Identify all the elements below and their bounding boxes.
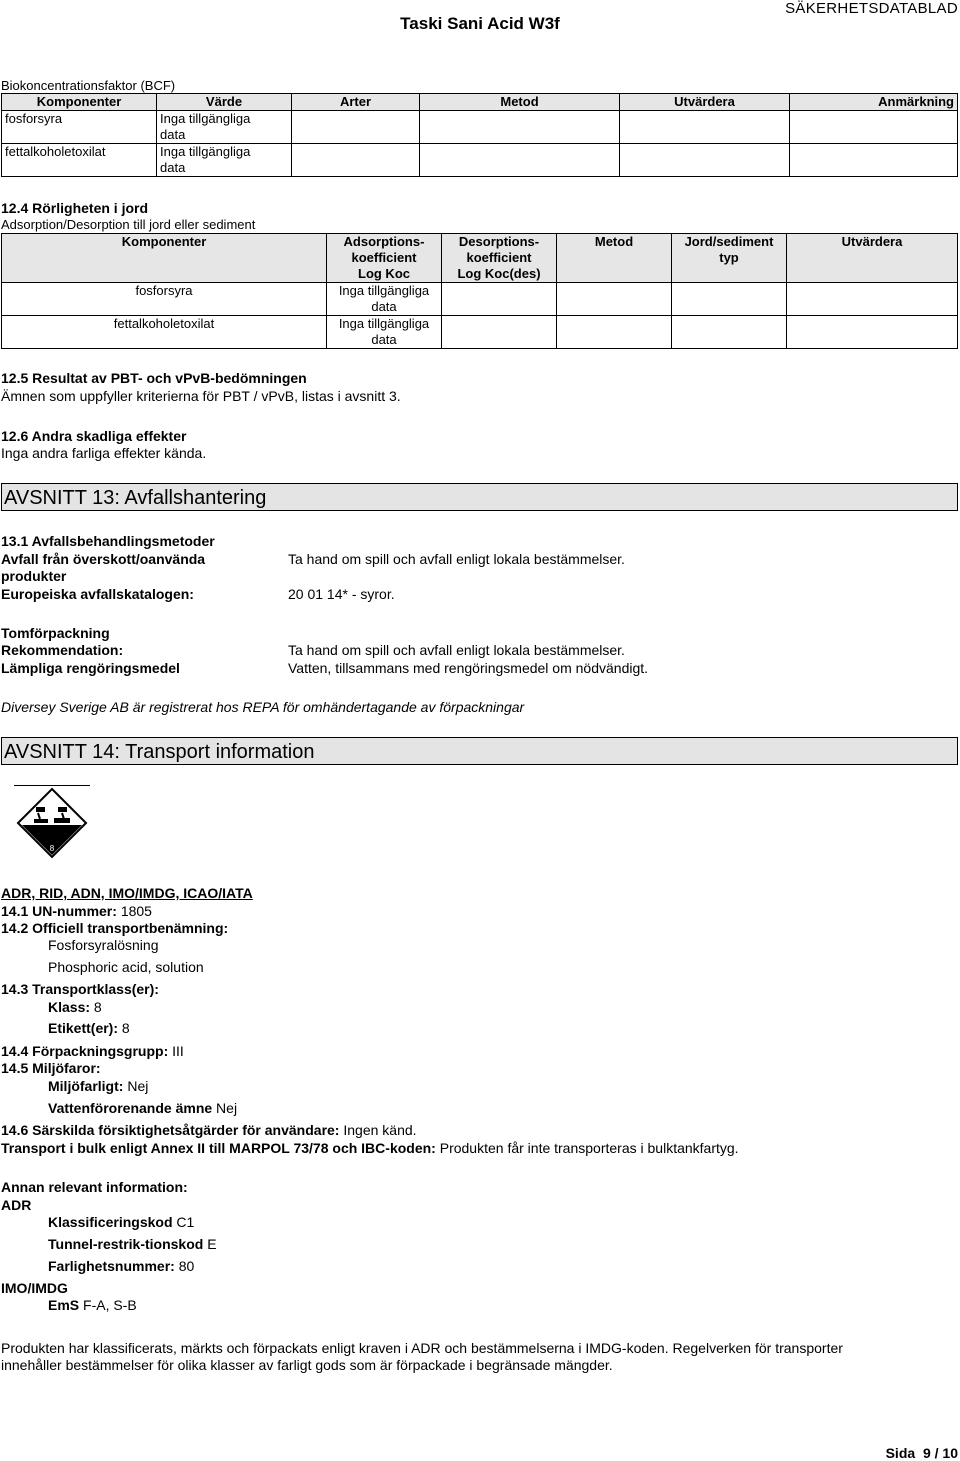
miljofarligt: Miljöfarligt: Nej <box>48 1078 149 1094</box>
packing-group: 14.4 Förpackningsgrupp: III <box>1 1043 184 1059</box>
label-avfall: Avfall från överskott/oanvända produkter <box>1 551 206 584</box>
repa-note: Diversey Sverige AB är registrerat hos REPA för omhändertagande av förpackningar <box>1 699 525 715</box>
s12-6-text: Inga andra farliga effekter kända. <box>1 445 207 461</box>
table-row <box>2 283 958 316</box>
value-rekommendation: Ta hand om spill och avfall enligt lokala bestämmelser. <box>288 642 625 658</box>
s12-5-heading: 12.5 Resultat av PBT- och vPvB-bedömningen <box>1 370 307 386</box>
corrosive-pictogram-icon <box>14 785 90 865</box>
table-row <box>2 316 958 349</box>
transport-footnote: Produkten har klassificerats, märkts och förpackats enligt kraven i ADR och bestämmelserna i IMDG-koden. Regelverken för transporter innehåller bestämmelser för olika klasser av farligt gods som är förpackade i begränsade mängder. <box>1 1340 843 1373</box>
un-number: 14.1 UN-nummer: 1805 <box>1 903 152 919</box>
product-name: Taski Sani Acid W3f <box>400 14 560 33</box>
mobility-table <box>1 233 958 349</box>
value-rengoringsmedel: Vatten, tillsammans med rengöringsmedel om nödvändigt. <box>288 660 649 676</box>
transport-name-sv: Fosforsyralösning <box>48 937 159 953</box>
s12-4-sub: Adsorption/Desorption till jord eller sediment <box>1 217 256 232</box>
mobility-header-row <box>2 234 958 283</box>
label-tomforpackning: Tomförpackning <box>1 625 110 641</box>
tunnel-code: Tunnel-restrik-tionskod E <box>48 1236 217 1252</box>
document-type: SÄKERHETSDATABLAD <box>785 0 958 17</box>
etikett: Etikett(er): 8 <box>48 1020 130 1036</box>
value-avfall: Ta hand om spill och avfall enligt lokala bestämmelser. <box>288 551 625 567</box>
mob-col-ads: Adsorptions- koefficient Log Koc <box>327 234 442 283</box>
bcf-col-arter: Arter <box>292 94 420 111</box>
mob-col-metod: Metod <box>557 234 672 283</box>
bcf-value: Inga tillgängliga data <box>157 111 292 144</box>
section-13-title: AVSNITT 13: Avfallshantering <box>1 483 958 511</box>
ems: EmS F-A, S-B <box>48 1297 137 1313</box>
bulk-transport: Transport i bulk enligt Annex II till MARPOL 73/78 och IBC-koden: Produkten får inte transporteras i bulktankfartyg. <box>1 1140 739 1156</box>
s12-6-heading: 12.6 Andra skadliga effekter <box>1 428 187 444</box>
mob-value: Inga tillgängliga data <box>327 283 442 316</box>
vattenfororenande: Vattenförorenande ämne Nej <box>48 1100 238 1116</box>
value-katalog: 20 01 14* - syror. <box>288 586 395 602</box>
transport-class-label: 14.3 Transportklass(er): <box>1 981 159 997</box>
s12-4-heading: 12.4 Rörligheten i jord <box>1 200 149 216</box>
bcf-title: Biokoncentrationsfaktor (BCF) <box>1 78 176 93</box>
other-info-label: Annan relevant information: <box>1 1179 188 1195</box>
s13-1-heading: 13.1 Avfallsbehandlingsmetoder <box>1 533 215 549</box>
klassificeringskod: Klassificeringskod C1 <box>48 1214 195 1230</box>
bcf-col-utvardera: Utvärdera <box>620 94 790 111</box>
special-precautions: 14.6 Särskilda försiktighetsåtgärder för användare: Ingen känd. <box>1 1122 417 1138</box>
mob-col-utvardera: Utvärdera <box>787 234 958 283</box>
page-number: Sida 9 / 10 <box>885 1445 958 1461</box>
bcf-value: Inga tillgängliga data <box>157 144 292 177</box>
imo-label: IMO/IMDG <box>1 1280 68 1296</box>
transport-regulations: ADR, RID, ADN, IMO/IMDG, ICAO/IATA <box>1 885 253 901</box>
bcf-table <box>1 93 958 177</box>
bcf-component: fettalkoholetoxilat <box>2 144 157 177</box>
env-hazards-label: 14.5 Miljöfaror: <box>1 1060 101 1076</box>
bcf-col-metod: Metod <box>420 94 620 111</box>
mob-col-des: Desorptions- koefficient Log Koc(des) <box>442 234 557 283</box>
mob-component: fosforsyra <box>2 283 327 316</box>
bcf-col-varde: Värde <box>157 94 292 111</box>
label-rengoringsmedel: Lämpliga rengöringsmedel <box>1 660 180 676</box>
mob-value: Inga tillgängliga data <box>327 316 442 349</box>
table-row <box>2 144 958 177</box>
pictogram-number: 8 <box>49 844 55 853</box>
bcf-col-anmarkning: Anmärkning <box>790 94 958 111</box>
farlighetsnummer: Farlighetsnummer: 80 <box>48 1258 195 1274</box>
section-14-title: AVSNITT 14: Transport information <box>1 737 958 765</box>
s12-5-text: Ämnen som uppfyller kriterierna för PBT / vPvB, listas i avsnitt 3. <box>1 388 401 404</box>
table-row <box>2 111 958 144</box>
bcf-component: fosforsyra <box>2 111 157 144</box>
transport-name-label: 14.2 Officiell transportbenämning: <box>1 920 229 936</box>
mob-col-jord: Jord/sediment typ <box>672 234 787 283</box>
klass: Klass: 8 <box>48 999 102 1015</box>
label-rekommendation: Rekommendation: <box>1 642 124 658</box>
label-katalog: Europeiska avfallskatalogen: <box>1 586 194 602</box>
bcf-header-row <box>2 94 958 111</box>
transport-name-en: Phosphoric acid, solution <box>48 959 204 975</box>
bcf-col-komponenter: Komponenter <box>2 94 157 111</box>
mob-col-komponenter: Komponenter <box>2 234 327 283</box>
mob-component: fettalkoholetoxilat <box>2 316 327 349</box>
adr-label: ADR <box>1 1197 32 1213</box>
